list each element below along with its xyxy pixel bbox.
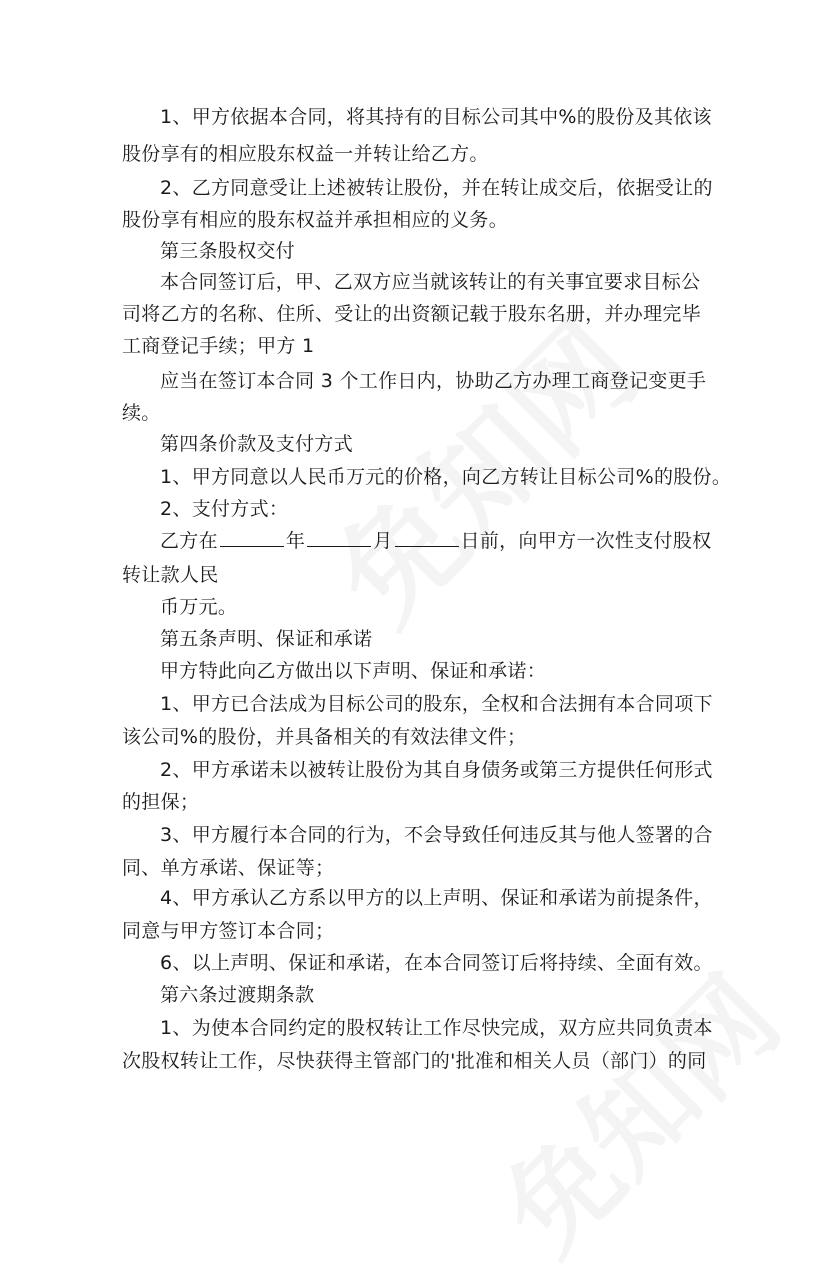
section-heading: 第三条股权交付 — [160, 240, 296, 262]
paragraph-line: 甲方特此向乙方做出以下声明、保证和承诺： — [160, 660, 547, 682]
paragraph-line: 司将乙方的名称、住所、受让的出资额记载于股东名册，并办理完毕 — [122, 303, 702, 325]
paragraph-line: 应当在签订本合同 3 个工作日内，协助乙方办理工商登记变更手 — [160, 370, 707, 392]
paragraph-line: 2、甲方承诺未以被转让股份为其自身债务或第三方提供任何形式 — [160, 759, 713, 781]
paragraph-line: 2、乙方同意受让上述被转让股份，并在转让成交后，依据受让的 — [160, 177, 713, 199]
section-heading: 第五条声明、保证和承诺 — [160, 628, 373, 650]
paragraph-line: 的担保； — [122, 791, 200, 813]
paragraph-line: 币万元。 — [160, 596, 238, 618]
section-heading: 第六条过渡期条款 — [160, 984, 315, 1006]
paragraph-line: 股份享有相应的股东权益并承担相应的义务。 — [122, 209, 509, 231]
paragraph-line: 4、甲方承认乙方系以甲方的以上声明、保证和承诺为前提条件， — [160, 887, 713, 909]
payment-date-line — [160, 526, 711, 553]
paragraph-line: 3、甲方履行本合同的行为，不会导致任何违反其与他人签署的合 — [160, 824, 713, 846]
paragraph-line: 6、以上声明、保证和承诺，在本合同签订后将持续、全面有效。 — [160, 952, 713, 974]
paragraph-line: 该公司%的股份，并具备相关的有效法律文件； — [122, 726, 527, 748]
paragraph-line: 续。 — [122, 402, 161, 424]
payment-text: 乙方在 — [160, 530, 218, 552]
paragraph-line: 本合同签订后，甲、乙双方应当就该转让的有关事宜要求目标公 — [160, 271, 701, 293]
day-blank — [395, 545, 459, 547]
paragraph-line: 同、单方承诺、保证等； — [122, 857, 335, 879]
month-label: 月 — [373, 530, 393, 552]
paragraph-line: 1、甲方依据本合同，将其持有的目标公司其中%的股份及其依该 — [160, 106, 712, 128]
paragraph-line: 1、为使本合同约定的股权转让工作尽快完成，双方应共同负责本 — [160, 1017, 713, 1039]
paragraph-line: 2、支付方式： — [160, 498, 289, 520]
month-blank — [307, 545, 371, 547]
paragraph-line: 转让款人民 — [122, 564, 219, 586]
year-label: 年 — [285, 530, 306, 552]
paragraph-line: 1、甲方同意以人民币万元的价格，向乙方转让目标公司%的股份。 — [160, 466, 732, 488]
paragraph-line: 同意与甲方签订本合同； — [122, 920, 335, 942]
paragraph-line: 1、甲方已合法成为目标公司的股东，全权和合法拥有本合同项下 — [160, 693, 713, 715]
year-blank — [220, 545, 284, 547]
watermark — [462, 936, 807, 1281]
section-heading: 第四条价款及支付方式 — [160, 433, 354, 455]
day-text: 日前，向甲方一次性支付股权 — [460, 530, 712, 552]
paragraph-line: 次股权转让工作，尽快获得主管部门的'批准和相关人员（部门）的同 — [122, 1050, 707, 1072]
paragraph-line: 工商登记手续；甲方 1 — [122, 335, 315, 357]
paragraph-line: 股份享有的相应股东权益一并转让给乙方。 — [122, 143, 489, 165]
